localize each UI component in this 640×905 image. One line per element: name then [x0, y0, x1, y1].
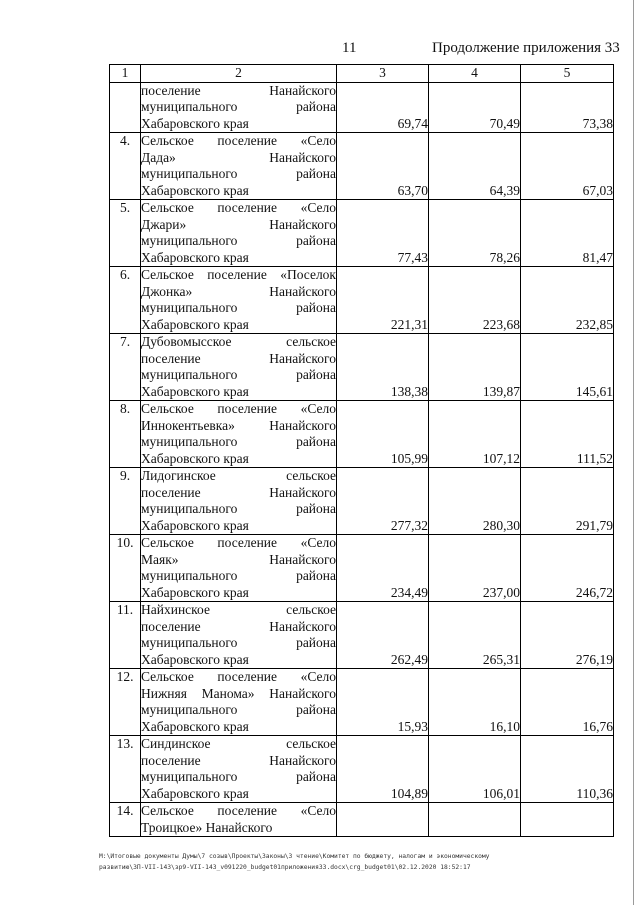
settlement-name-line: муниципального района: [141, 367, 336, 382]
row-number: 4.: [110, 133, 141, 200]
row-number: [110, 82, 141, 133]
value-column-3: 234,49: [337, 535, 429, 602]
footer-path-line-2: развитию\3П-VII-143\зр9-VII-143_v091220_budget01приложения33.docx\crg_budget01\02.12.2020 18:52:17: [99, 864, 471, 871]
value-column-3: 262,49: [337, 602, 429, 669]
settlement-name-line: поселение Нанайского: [141, 82, 336, 98]
settlement-name-line: муниципального района: [141, 568, 336, 583]
value-column-5: 232,85: [521, 267, 614, 334]
value-column-3: 138,38: [337, 334, 429, 401]
page-number: 11: [342, 40, 357, 56]
row-number: 8.: [110, 401, 141, 468]
settlement-name-line: Найхинское сельское: [141, 602, 336, 617]
settlement-name-line: Сельское поселение «Поселок: [141, 267, 336, 282]
value-column-4: 237,00: [429, 535, 521, 602]
settlement-name-line: Сельское поселение «Село: [141, 401, 336, 416]
settlement-name-line: Иннокентьевка» Нанайского: [141, 417, 336, 433]
table-row: [110, 334, 614, 401]
settlement-name-line: Хабаровского края: [141, 517, 249, 533]
appendix-continuation-label: Продолжение приложения 33: [432, 40, 620, 56]
table-row: [110, 200, 614, 267]
budget-table: [109, 64, 614, 837]
table-body: [110, 82, 614, 837]
row-number: 9.: [110, 468, 141, 535]
settlement-name: [141, 535, 337, 602]
settlement-name-line: Хабаровского края: [141, 651, 249, 667]
settlement-name: [141, 803, 337, 837]
row-number: 6.: [110, 267, 141, 334]
value-column-3: 221,31: [337, 267, 429, 334]
settlement-name-line: муниципального района: [141, 166, 336, 181]
settlement-name-line: муниципального района: [141, 635, 336, 650]
column-header-3: 3: [337, 65, 429, 83]
table-row: [110, 669, 614, 736]
table-header: [110, 65, 614, 83]
settlement-name-line: муниципального района: [141, 99, 336, 114]
settlement-name-line: Хабаровского края: [141, 249, 249, 265]
value-column-3: 69,74: [337, 82, 429, 133]
settlement-name-line: поселение Нанайского: [141, 484, 336, 500]
settlement-name-line: муниципального района: [141, 769, 336, 784]
value-column-5: 110,36: [521, 736, 614, 803]
settlement-name-line: Дада» Нанайского: [141, 149, 336, 165]
value-column-4: 78,26: [429, 200, 521, 267]
settlement-name-line: муниципального района: [141, 501, 336, 516]
value-column-4: 265,31: [429, 602, 521, 669]
column-header-2: 2: [141, 65, 337, 83]
table-row: [110, 803, 614, 837]
settlement-name-line: муниципального района: [141, 434, 336, 449]
settlement-name-line: Сельское поселение «Село: [141, 669, 336, 684]
column-header-1: 1: [110, 65, 141, 83]
value-column-5: 276,19: [521, 602, 614, 669]
settlement-name: [141, 602, 337, 669]
settlement-name-line: Хабаровского края: [141, 383, 249, 399]
value-column-4: 280,30: [429, 468, 521, 535]
settlement-name-line: поселение Нанайского: [141, 752, 336, 768]
settlement-name-line: Сельское поселение «Село: [141, 200, 336, 215]
settlement-name-line: Маяк» Нанайского: [141, 551, 336, 567]
table-row: [110, 401, 614, 468]
settlement-name: [141, 82, 337, 133]
value-column-5: 246,72: [521, 535, 614, 602]
settlement-name: [141, 133, 337, 200]
settlement-name: [141, 736, 337, 803]
value-column-4: 16,10: [429, 669, 521, 736]
settlement-name-line: Хабаровского края: [141, 785, 249, 801]
settlement-name-line: Сельское поселение «Село: [141, 133, 336, 148]
row-number: 11.: [110, 602, 141, 669]
settlement-name-line: Хабаровского края: [141, 115, 249, 131]
value-column-3: 105,99: [337, 401, 429, 468]
table-row: [110, 133, 614, 200]
value-column-5: 111,52: [521, 401, 614, 468]
settlement-name-line: Лидогинское сельское: [141, 468, 336, 483]
row-number: 12.: [110, 669, 141, 736]
settlement-name: [141, 669, 337, 736]
value-column-5: 291,79: [521, 468, 614, 535]
page-edge-line: [633, 0, 634, 905]
column-number-row: [110, 65, 614, 83]
settlement-name-line: Дубовомысское сельское: [141, 334, 336, 349]
value-column-4: 139,87: [429, 334, 521, 401]
row-number: 14.: [110, 803, 141, 837]
column-header-5: 5: [521, 65, 614, 83]
settlement-name-line: Джонка» Нанайского: [141, 283, 336, 299]
table-row: [110, 267, 614, 334]
value-column-4: 223,68: [429, 267, 521, 334]
table-row: [110, 82, 614, 133]
settlement-name-line: муниципального района: [141, 702, 336, 717]
value-column-5: 81,47: [521, 200, 614, 267]
settlement-name-line: Сельское поселение «Село: [141, 803, 336, 818]
value-column-5: [521, 803, 614, 837]
settlement-name: [141, 401, 337, 468]
settlement-name-line: Хабаровского края: [141, 718, 249, 734]
settlement-name-line: Нижняя Манома» Нанайского: [141, 685, 336, 701]
value-column-4: 70,49: [429, 82, 521, 133]
row-number: 13.: [110, 736, 141, 803]
row-number: 5.: [110, 200, 141, 267]
column-header-4: 4: [429, 65, 521, 83]
value-column-4: [429, 803, 521, 837]
document-path-footer: [99, 851, 607, 873]
settlement-name-line: Хабаровского края: [141, 182, 249, 198]
settlement-name-line: поселение Нанайского: [141, 618, 336, 634]
settlement-name-line: поселение Нанайского: [141, 350, 336, 366]
row-number: 7.: [110, 334, 141, 401]
table-row: [110, 535, 614, 602]
value-column-3: 104,89: [337, 736, 429, 803]
settlement-name-line: Хабаровского края: [141, 316, 249, 332]
value-column-4: 64,39: [429, 133, 521, 200]
settlement-name-line: Троицкое» Нанайского: [141, 819, 273, 835]
settlement-name-line: Джари» Нанайского: [141, 216, 336, 232]
value-column-4: 106,01: [429, 736, 521, 803]
value-column-3: 63,70: [337, 133, 429, 200]
value-column-4: 107,12: [429, 401, 521, 468]
settlement-name-line: Хабаровского края: [141, 450, 249, 466]
settlement-name-line: муниципального района: [141, 300, 336, 315]
settlement-name-line: Синдинское сельское: [141, 736, 336, 751]
value-column-3: [337, 803, 429, 837]
table-row: [110, 736, 614, 803]
table-row: [110, 468, 614, 535]
row-number: 10.: [110, 535, 141, 602]
footer-path-line-1: M:\Итоговые документы Думы\7 созыв\Проекты\Законы\3 чтение\Комитет по бюджету, налогам и экономическому: [99, 853, 490, 860]
value-column-5: 67,03: [521, 133, 614, 200]
value-column-3: 15,93: [337, 669, 429, 736]
value-column-3: 277,32: [337, 468, 429, 535]
settlement-name-line: Сельское поселение «Село: [141, 535, 336, 550]
settlement-name: [141, 334, 337, 401]
value-column-5: 73,38: [521, 82, 614, 133]
settlement-name: [141, 468, 337, 535]
settlement-name-line: муниципального района: [141, 233, 336, 248]
table-row: [110, 602, 614, 669]
value-column-3: 77,43: [337, 200, 429, 267]
settlement-name: [141, 200, 337, 267]
value-column-5: 16,76: [521, 669, 614, 736]
settlement-name: [141, 267, 337, 334]
settlement-name-line: Хабаровского края: [141, 584, 249, 600]
value-column-5: 145,61: [521, 334, 614, 401]
